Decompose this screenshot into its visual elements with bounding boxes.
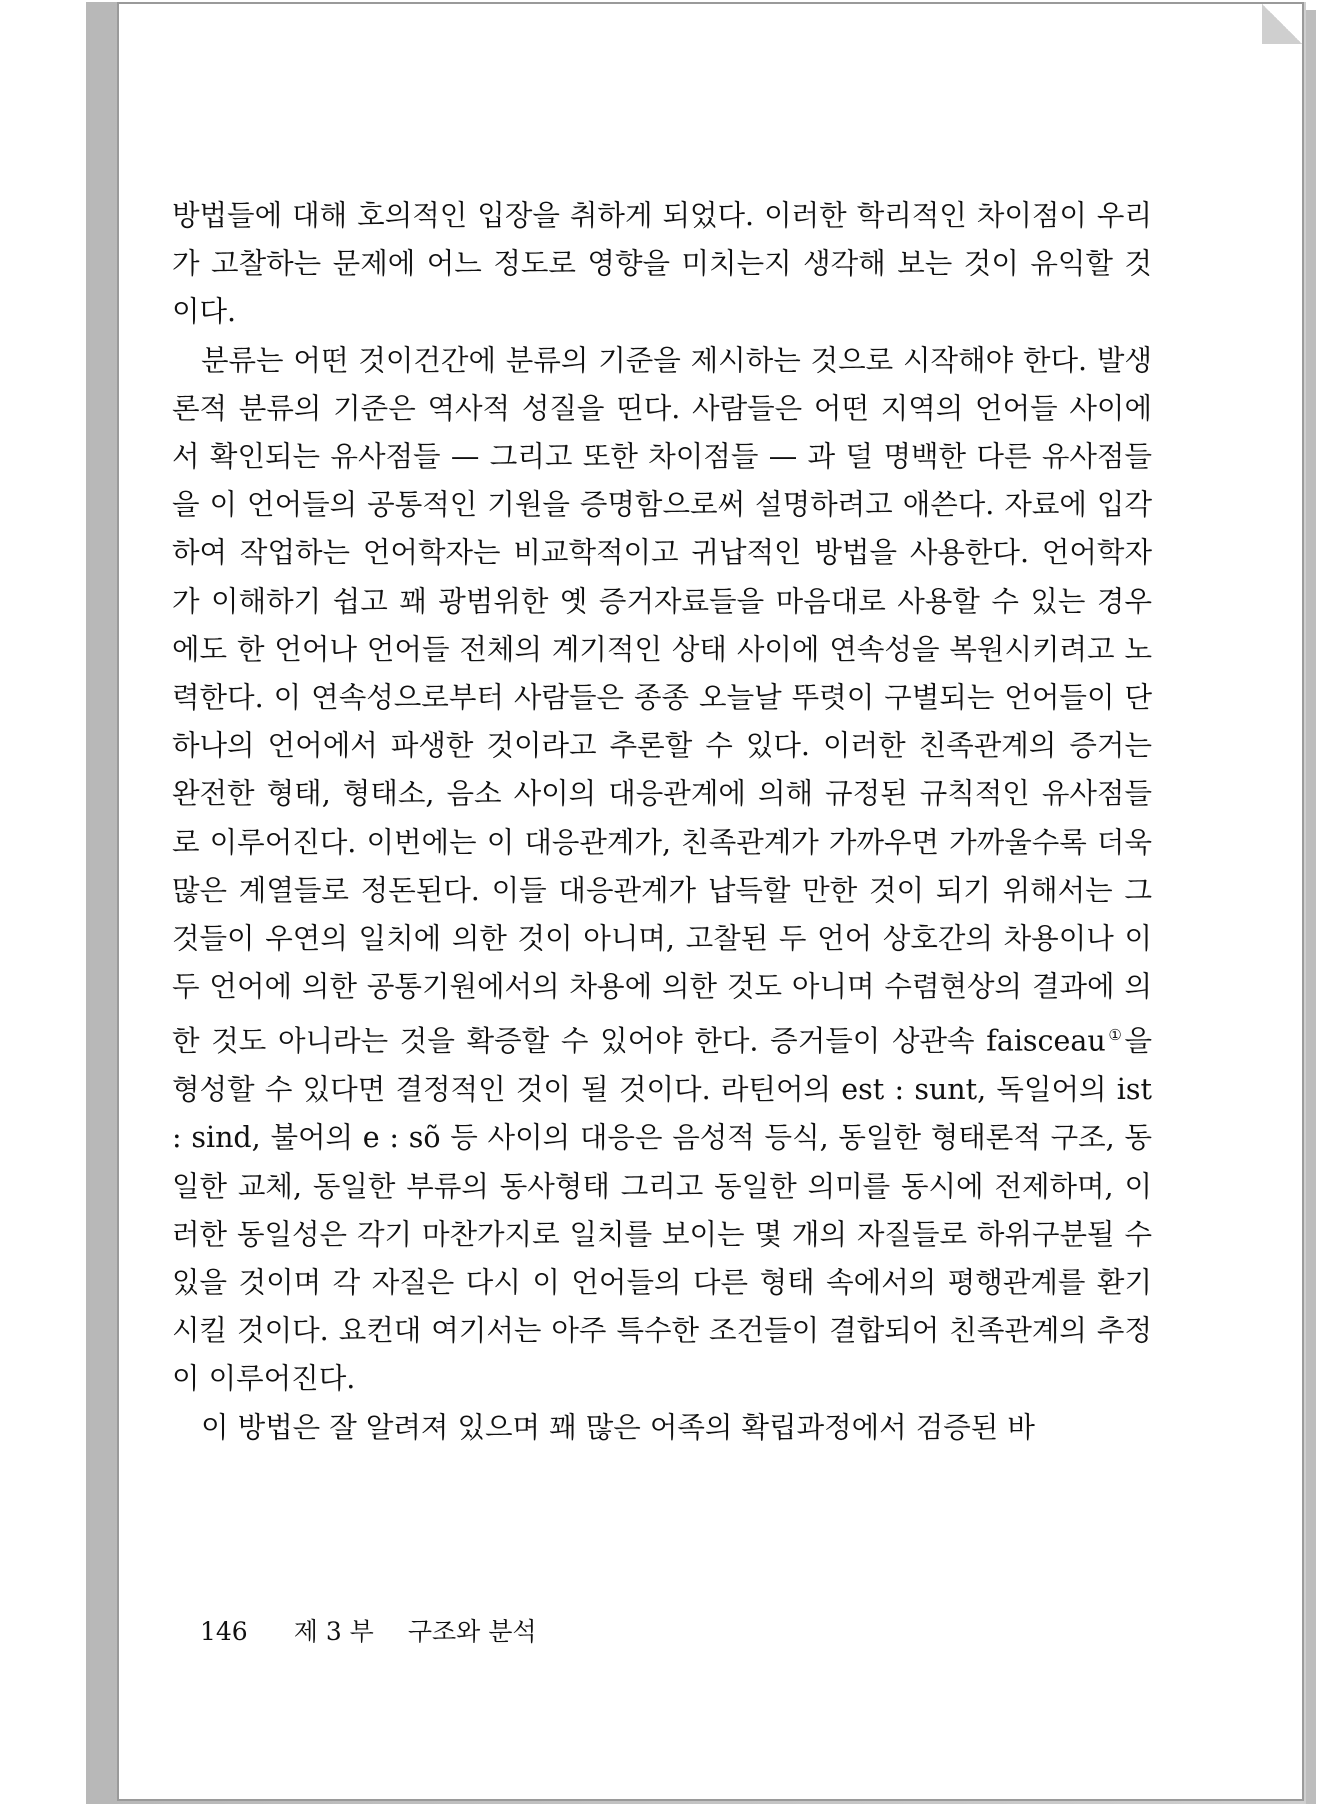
foreign-term: faisceau — [986, 1024, 1106, 1058]
part-label: 제 3 부 — [293, 1617, 374, 1646]
body-text — [172, 192, 1152, 1452]
page-number: 146 — [200, 1617, 248, 1646]
page-footer — [200, 1612, 537, 1648]
footnote-marker: ① — [1105, 1026, 1125, 1045]
paragraph-2 — [172, 337, 1152, 1404]
page-corner — [1262, 4, 1302, 44]
paragraph-3: 이 방법은 잘 알려져 있으며 꽤 많은 어족의 확립과정에서 검증된 바 — [201, 1410, 1035, 1444]
paragraph-2-text-b: 을 형성할 수 있다면 결정적인 것이 될 것이다. 라틴어의 est : sunt, 독일어의 ist : sind, 불어의 e : sõ 등 사이의 대응은 음성적 등식, 동일한 형태론적 구조, 동일한 교체, 동일한 부류의 동사형태 그리고 동일한 의미를 동시에 전제하며, 이러한 동일성은 각기 마찬가지로 일치를 보이는 몇 개의 자질들로 하위구분될 수 있을 것이며 각 자질은 다시 이 언어들의 다른 형태 속에서의 평행관계를 환기시킬 것이다. 요컨대 여기서는 아주 특수한 조건들이 결합되어 친족관계의 추정이 이루어진다. — [172, 1024, 1152, 1396]
chapter-title: 구조와 분석 — [407, 1617, 537, 1646]
paragraph-2-text-a: 분류는 어떤 것이건간에 분류의 기준을 제시하는 것으로 시작해야 한다. 발생론적 분류의 기준은 역사적 성질을 띤다. 사람들은 어떤 지역의 언어들 사이에서 확인되는 유사점들 — 그리고 또한 차이점들 — 과 덜 명백한 다른 유사점들을 이 언어들의 공통적인 기원을 증명함으로써 설명하려고 애쓴다. 자료에 입각하여 작업하는 언어학자는 비교학적이고 귀납적인 방법을 사용한다. 언어학자가 이해하기 쉽고 꽤 광범위한 옛 증거자료들을 마음대로 사용할 수 있는 경우에도 한 언어나 언어들 전체의 계기적인 상태 사이에 연속성을 복원시키려고 노력한다. 이 연속성으로부터 사람들은 종종 오늘날 뚜렷이 구별되는 언어들이 단 하나의 언어에서 파생한 것이라고 추론할 수 있다. 이러한 친족관계의 증거는 완전한 형태, 형태소, 음소 사이의 대응관계에 의해 규정된 규칙적인 유사점들로 이루어진다. 이번에는 이 대응관계가, 친족관계가 가까우면 가까울수록 더욱 많은 계열들로 정돈된다. 이들 대응관계가 납득할 만한 것이 되기 위해서는 그것들이 우연의 일치에 의한 것이 아니며, 고찰된 두 언어 상호간의 차용이나 이 두 언어에 의한 공통기원에서의 차용에 의한 것도 아니며 수렴현상의 결과에 의한 것도 아니라는 것을 확증할 수 있어야 한다. 증거들이 상관속 — [172, 343, 1152, 1058]
paragraph-1: 방법들에 대해 호의적인 입장을 취하게 되었다. 이러한 학리적인 차이점이 우리가 고찰하는 문제에 어느 정도로 영향을 미치는지 생각해 보는 것이 유익할 것이다. — [172, 199, 1152, 329]
